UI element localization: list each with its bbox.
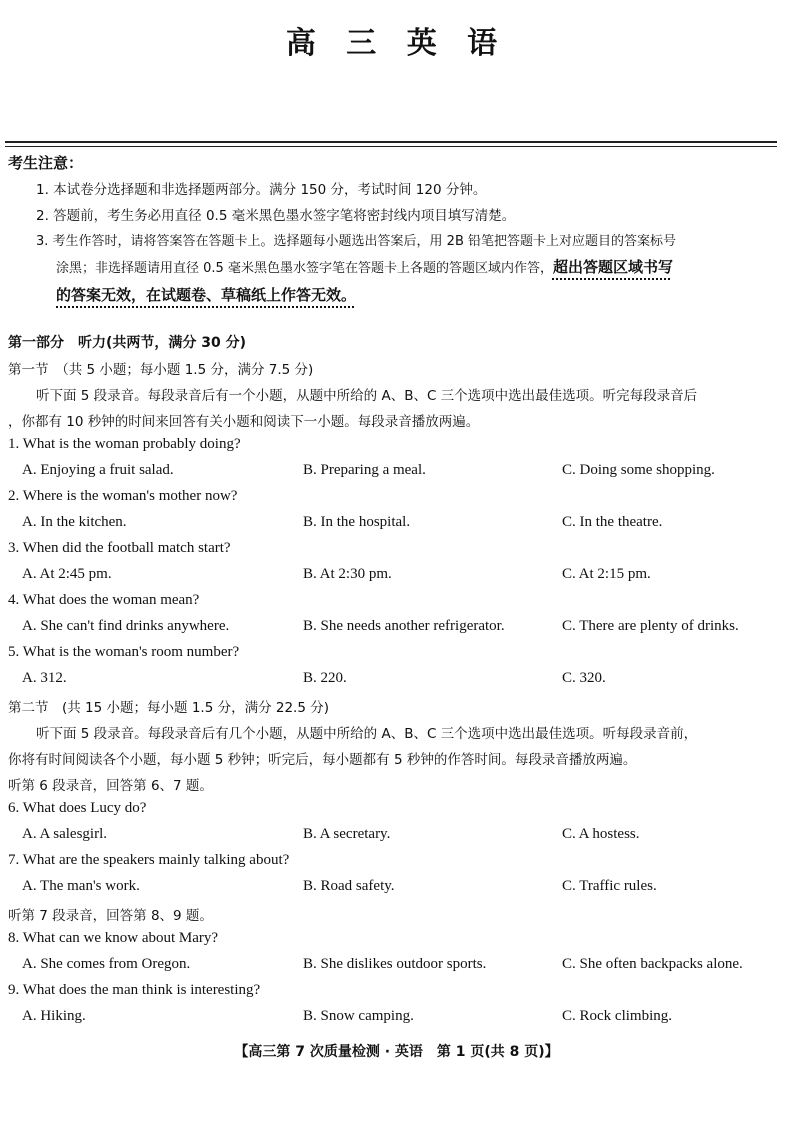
question-7-option-c: C. Traffic rules. xyxy=(562,878,657,894)
question-5-option-a: A. 312. xyxy=(22,670,67,686)
question-1-option-a: A. Enjoying a fruit salad. xyxy=(22,462,174,478)
question-6-option-b: B. A secretary. xyxy=(303,826,391,842)
question-6-option-a: A. A salesgirl. xyxy=(22,826,107,842)
question-9: 9. What does the man think is interesting? xyxy=(8,982,261,998)
notice-item-3-emphasis: 超出答题区域书写 xyxy=(552,258,673,276)
section2-instructions-2: 你将有时间阅读各个小题，每小题 5 秒钟；听完后，每小题都有 5 秒钟的作答时间。每段录音播放两遍。 xyxy=(8,752,637,768)
page-footer: 【高三第 7 次质量检测 · 英语 第 1 页(共 8 页)】 xyxy=(234,1044,559,1060)
question-1-option-c: C. Doing some shopping. xyxy=(562,462,715,478)
part1-heading: 第一部分 听力(共两节，满分 30 分) xyxy=(8,335,247,351)
question-7-option-b: B. Road safety. xyxy=(303,878,395,894)
question-7-option-a: A. The man's work. xyxy=(22,878,140,894)
notice-item-3-line-3: 的答案无效，在试题卷、草稿纸上作答无效。 xyxy=(56,286,357,304)
section1-instructions-1: 听下面 5 段录音。每段录音后有一个小题，从题中所给的 A、B、C 三个选项中选出最佳选项。听完每段录音后 xyxy=(36,388,698,404)
question-1: 1. What is the woman probably doing? xyxy=(8,436,241,452)
notice-item-3: 3. 考生作答时，请将答案答在答题卡上。选择题每小题选出答案后，用 2B 铅笔把答题卡上对应题目的答案标号 xyxy=(36,234,676,249)
question-2-option-c: C. In the theatre. xyxy=(562,514,663,530)
question-2: 2. Where is the woman's mother now? xyxy=(8,488,238,504)
notice-item-1: 1. 本试卷分选择题和非选择题两部分。满分 150 分，考试时间 120 分钟。 xyxy=(36,182,487,198)
question-3: 3. When did the football match start? xyxy=(8,540,231,556)
recording-6-instruction: 听第 6 段录音，回答第 6、7 题。 xyxy=(8,778,213,794)
question-8-option-b: B. She dislikes outdoor sports. xyxy=(303,956,487,972)
question-4-option-a: A. She can't find drinks anywhere. xyxy=(22,618,230,634)
question-3-option-a: A. At 2:45 pm. xyxy=(22,566,112,582)
section2-heading: 第二节 (共 15 小题；每小题 1.5 分，满分 22.5 分) xyxy=(8,700,329,716)
question-4-option-b: B. She needs another refrigerator. xyxy=(303,618,505,634)
question-5-option-c: C. 320. xyxy=(562,670,606,686)
question-2-option-a: A. In the kitchen. xyxy=(22,514,127,530)
question-7: 7. What are the speakers mainly talking about? xyxy=(8,852,290,868)
header-rule-thin xyxy=(5,146,777,147)
notice-item-3-line-2 xyxy=(56,256,673,277)
page-title: 高 三 英 语 xyxy=(285,26,508,61)
question-2-option-b: B. In the hospital. xyxy=(303,514,411,530)
recording-7-instruction: 听第 7 段录音，回答第 8、9 题。 xyxy=(8,908,213,924)
notice-item-2: 2. 答题前，考生务必用直径 0.5 毫米黑色墨水签字笔将密封线内项目填写清楚。 xyxy=(36,208,516,224)
section1-instructions-2: ，你都有 10 秒钟的时间来回答有关小题和阅读下一小题。每段录音播放两遍。 xyxy=(8,414,480,430)
question-8-option-c: C. She often backpacks alone. xyxy=(562,956,743,972)
notice-heading: 考生注意： xyxy=(8,154,84,172)
question-4: 4. What does the woman mean? xyxy=(8,592,200,608)
section2-instructions-1: 听下面 5 段录音。每段录音后有几个小题，从题中所给的 A、B、C 三个选项中选出最佳选项。听每段录音前， xyxy=(36,726,698,742)
question-9-option-b: B. Snow camping. xyxy=(303,1008,414,1024)
question-5-option-b: B. 220. xyxy=(303,670,347,686)
question-9-option-a: A. Hiking. xyxy=(22,1008,86,1024)
question-5: 5. What is the woman's room number? xyxy=(8,644,240,660)
header-rule-thick xyxy=(5,141,777,143)
question-1-option-b: B. Preparing a meal. xyxy=(303,462,426,478)
question-8: 8. What can we know about Mary? xyxy=(8,930,219,946)
section1-heading: 第一节 （共 5 小题；每小题 1.5 分，满分 7.5 分) xyxy=(8,362,314,378)
notice-item-3-plain: 涂黑；非选择题请用直径 0.5 毫米黑色墨水签字笔在答题卡上各题的答题区域内作答， xyxy=(56,261,553,276)
question-6-option-c: C. A hostess. xyxy=(562,826,640,842)
question-3-option-c: C. At 2:15 pm. xyxy=(562,566,651,582)
question-8-option-a: A. She comes from Oregon. xyxy=(22,956,191,972)
question-6: 6. What does Lucy do? xyxy=(8,800,147,816)
question-3-option-b: B. At 2:30 pm. xyxy=(303,566,392,582)
question-4-option-c: C. There are plenty of drinks. xyxy=(562,618,739,634)
question-9-option-c: C. Rock climbing. xyxy=(562,1008,672,1024)
